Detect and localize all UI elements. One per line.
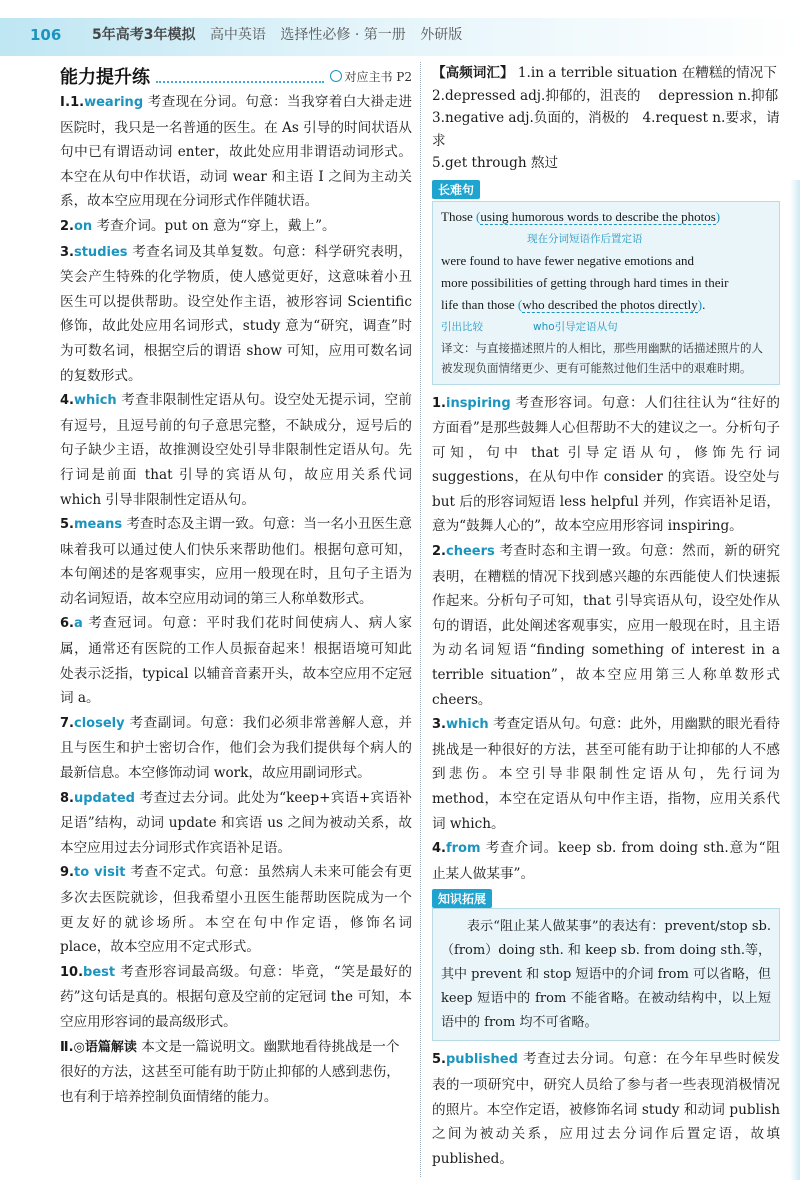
bracket-open: ( <box>476 208 481 224</box>
answer-item <box>60 214 412 240</box>
knowledge-box <box>432 908 780 1041</box>
item-answer: closely <box>73 715 125 731</box>
item-answer: cheers <box>445 544 495 560</box>
item-answer: updated <box>73 790 135 806</box>
sentence-translation: 译文：与直接描述照片的人相比，那些用幽默的话描述照片的人被发现负面情绪更少、更有可能熬过他们生活中的艰难时期。 <box>441 340 763 375</box>
item-answer: a <box>73 616 83 632</box>
sentence-tab-row <box>432 179 780 199</box>
item-explanation: 考查定语从句。句意：此外，用幽默的眼光看待挑战是一种很好的方法，甚至可能有助于让抑郁的人不感到悲伤。本空引导非限制性定语从句，先行词为 method，本空在定语从句中作主语，指物，应用关系代词 which。 <box>432 716 781 832</box>
item-explanation: 考查形容词。句意：人们往往认为“往好的方面看”是那些鼓舞人心但帮助不大的建议之一。分析句子可知，句中 that 引导定语从句，修饰先行词 suggestions，在从句中作 consider 的宾语。设空处与 but 后的形容词短语 less helpful 并列，作宾语补足语，意为“鼓舞人心的”，故本空应用形容词 inspiring。 <box>432 394 780 535</box>
long-sentence-box <box>432 201 780 385</box>
bracket-close: ) <box>697 296 703 312</box>
item-answer: wearing <box>84 95 144 110</box>
volume: 选择性必修 · 第一册 <box>280 27 406 43</box>
item-explanation: 考查不定式。句意：虽然病人未来可能会有更多次去医院就诊，但我希望小丑医生能帮助医院成为一个更友好的就诊场所。本空在句中作定语，修饰名词 place，故本空应用不定式形式。 <box>60 864 413 956</box>
answer-item <box>432 1047 780 1171</box>
item-explanation: 考查时态及主谓一致。句意：当一名小丑医生意味着我可以通过使人们快乐来帮助他们。根据句意可知，本句阐述的是客观事实，应用一般现在时，且句子主语为动名词短语，故本空应用动词的第三人称单数形式。 <box>60 516 412 607</box>
answer-item <box>60 860 412 959</box>
sentence-tab: 长难句 <box>432 180 480 199</box>
sentence-text: life than those <box>441 296 515 312</box>
item-answer: which <box>445 717 489 733</box>
vocab-item: 3.negative adj.负面的，消极的 4.request n.要求，请求 <box>432 110 780 149</box>
answer-item <box>432 712 780 836</box>
item-answer: published <box>445 1052 518 1068</box>
item-number: 8. <box>60 790 74 806</box>
answer-item <box>60 388 412 512</box>
item-number: 3. <box>432 717 446 733</box>
item-explanation: 考查现在分词。句意：当我穿着白大褂走进医院时，我只是一名普通的医生。在 As 引导的时间状语从句中已有谓语动词 enter，故此处应用非谓语动词形式。本空在从句中作状语，动词 wear 和主语 I 之间为主动关系，故本空应用现在分词形式作伴随状语。 <box>60 94 412 210</box>
item-explanation: 考查冠词。句意：平时我们花时间使病人、病人家属，通常还有医院的工作人员振奋起来！根据语境可知此处表示泛指，typical 以辅音音素开头，故本空应用不定冠词 a。 <box>60 615 412 707</box>
page-number: 106 <box>30 26 62 44</box>
item-explanation: 考查过去分词。此处为“keep+宾语+宾语补足语”结构，动词 update 和宾语 us 之间为被动关系，故本空应用过去分词形式作宾语补足语。 <box>60 789 412 856</box>
knowledge-tab: 知识拓展 <box>432 889 492 908</box>
answer-item <box>60 611 412 710</box>
vocab-block <box>432 62 780 175</box>
section-title-row <box>60 62 412 90</box>
item-explanation: 考查介词。put on 意为“穿上，戴上”。 <box>96 217 336 234</box>
sentence-line-2: were found to have fewer negative emotions and <box>441 252 695 268</box>
item-explanation: 考查介词。keep sb. from doing sth.意为“阻止某人做某事”。 <box>432 840 780 882</box>
sentence-line-3: more possibilities of getting through hard times in their <box>441 274 729 290</box>
subject: 高中英语 <box>209 27 266 43</box>
item-explanation: 考查时态和主谓一致。句意：然而，新的研究表明，在糟糕的情况下找到感兴趣的东西能使人们快速振作起来。分析句子可知，that 引导宾语从句，设空处作从句的谓语，此处阐述客观事实，应用一般现在时，且主语为动名词短语“finding something of interest in a terrible situation”，故本空应用第三人称单数形式 cheers。 <box>432 543 780 708</box>
bracket-open: ( <box>517 296 523 312</box>
part2-label: Ⅱ. <box>60 1039 74 1055</box>
answer-item <box>60 90 412 214</box>
item-explanation: 考查副词。句意：我们必须非常善解人意，并且与医生和护士密切合作，他们会为我们提供每个病人的最新信息。本空修饰动词 work，故应用副词形式。 <box>60 714 412 782</box>
right-answer-list <box>432 391 780 887</box>
sentence-mark-1: 现在分词短语作后置定语 <box>527 232 643 245</box>
part2-text: 本文是一篇说明文。幽默地看待挑战是一个很好的方法，这甚至可能有助于防止抑郁的人感到悲伤，也有利于培养控制负面情绪的能力。 <box>60 1038 400 1105</box>
mark-compare: 引出比较 <box>441 320 483 333</box>
item-number: 1. <box>432 395 446 411</box>
answer-item <box>432 539 780 712</box>
item-answer: inspiring <box>445 395 511 411</box>
book-header <box>92 24 472 44</box>
answer-item <box>60 786 412 861</box>
sentence-text: Those <box>441 208 473 224</box>
answer-item <box>60 240 412 389</box>
item-number: 9. <box>60 865 74 881</box>
item-number: 7. <box>60 715 74 731</box>
item-number: 2. <box>60 218 74 234</box>
answer-item <box>60 711 412 786</box>
item-number: 2. <box>432 544 446 560</box>
item-answer: studies <box>73 244 128 260</box>
knowledge-text: 表示“阻止某人做某事”的表达有：prevent/stop sb.（from）doing sth. 和 keep sb. from doing sth.等，其中 prevent 和 stop 短语中的介词 from 可以省略，但 keep 短语中的 from 不能省略。在被动结构中，以上短语中的 from 均不可省略。 <box>441 919 771 1030</box>
section-ref-text: 对应主书 P2 <box>344 69 412 84</box>
item-answer: which <box>73 393 117 409</box>
column-divider <box>420 62 421 1177</box>
item-explanation: 考查形容词最高级。句意：毕竟，“笑是最好的药”这句话是真的。根据句意及空前的定冠词 the 可知，本空应用形容词的最高级形式。 <box>60 963 412 1030</box>
item-number: 4. <box>60 393 74 409</box>
page-edge-shade <box>790 180 800 1180</box>
book-title: 5年高考3年模拟 <box>92 27 196 43</box>
item-number: 10. <box>60 964 84 980</box>
item-explanation: 考查名词及其单复数。句意：科学研究表明，笑会产生特殊的化学物质，使人感觉更好，这意味着小丑医生可以提供帮助。设空处作主语，被形容词 Scientific 修饰，故此处应用名词形式，study 意为“研究，调查”时为可数名词，根据空后的谓语 show 可知，应用可数名词的复数形式。 <box>60 243 413 384</box>
section-ref <box>330 68 412 85</box>
item-explanation: 考查非限制性定语从句。设空处无提示词，空前有逗号，且逗号前的句子意思完整，不缺成分，逗号后的句子缺少主语，故推测设空处引导非限制性定语从句。先行词是前面 that 引导的宾语从句，故应用关系代词 which 引导非限制性定语从句。 <box>60 392 413 508</box>
answer-item <box>432 391 780 540</box>
publisher: 外研版 <box>420 27 463 43</box>
sentence-phrase: using humorous words to describe the photos <box>480 208 716 224</box>
answer-item <box>60 960 412 1035</box>
know-tab-row <box>432 888 780 908</box>
magnifier-icon <box>330 70 342 82</box>
sentence-mark-2 <box>441 316 771 338</box>
item-answer: to visit <box>73 865 126 881</box>
item-number: 3. <box>60 244 74 260</box>
right-column <box>432 62 780 1171</box>
left-answer-list <box>60 90 412 1035</box>
item-number: 5. <box>432 1052 446 1068</box>
sentence-clause: who described the photos directly <box>522 296 698 312</box>
answer-item <box>432 836 780 886</box>
item-answer: on <box>73 218 93 234</box>
bracket-close: ) <box>715 208 721 224</box>
item-answer: means <box>73 517 123 533</box>
vocab-line <box>432 62 780 85</box>
dotted-rule <box>156 69 324 83</box>
item-number: 5. <box>60 517 74 533</box>
part2-title: ◎语篇解读 <box>73 1039 137 1055</box>
sentence-period: . <box>702 296 706 312</box>
vocab-item: 2.depressed adj.抑郁的，沮丧的 depression n.抑郁 <box>432 87 779 104</box>
vocab-item: 1.in a terrible situation 在糟糕的情况下 <box>517 65 777 81</box>
sentence-line-1 <box>441 206 771 228</box>
part2-block <box>60 1035 412 1110</box>
item-explanation: 考查过去分词。句意：在今年早些时候发表的一项研究中，研究人员给了参与者一些表现消极情况的照片。本空作定语，被修饰名词 study 和动词 publish 之间为被动关系，应用过去分词作后置定语，故填 published。 <box>432 1051 781 1167</box>
vocab-tag: 【高频词汇】 <box>432 65 514 81</box>
sentence-line-4 <box>441 294 771 316</box>
mark-clause: who引导定语从句 <box>533 320 618 333</box>
part1-label: Ⅰ. <box>60 95 71 110</box>
item-number: 4. <box>432 841 446 857</box>
item-answer: from <box>445 841 481 857</box>
item-number: 1. <box>70 95 85 110</box>
vocab-item: 5.get through 熬过 <box>432 155 559 171</box>
answer-item <box>60 512 412 611</box>
item-answer: best <box>83 964 116 980</box>
item-number: 6. <box>60 616 74 632</box>
section-title: 能力提升练 <box>60 67 150 88</box>
left-column <box>60 62 412 1109</box>
